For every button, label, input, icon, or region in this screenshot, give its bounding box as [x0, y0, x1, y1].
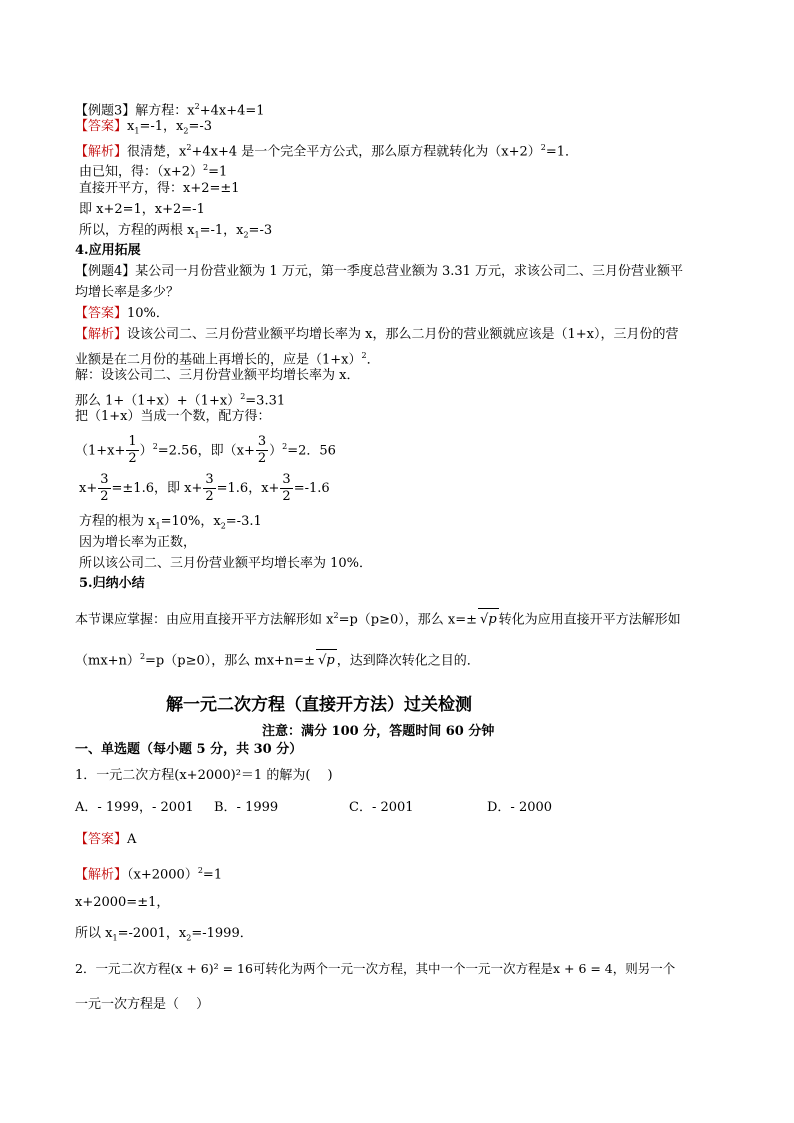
example3-step4: 所以，方程的两根 $x_1=-1$，$x_2=-3$ — [79, 223, 273, 240]
question1-option-a: A．- 1999，- 2001 — [75, 800, 194, 815]
question1-option-d: D．- 2000 — [487, 800, 553, 815]
example4-conclusion: 所以该公司二、三月份营业额平均增长率为 10%． — [79, 556, 373, 571]
test-note: 注意：满分 100 分，答题时间 60 分钟 — [262, 724, 495, 739]
example4-complete-square: （1+x+ $\frac{1}{2}$ ）$^2$=2.56，即（x+ $\frac{3}{2}$ ）$^2$=2．56 — [75, 434, 336, 467]
example4-question-line1: 【例题4】某公司一月份营业额为 1 万元，第一季度总营业额为 3.31 万元，求该公司二、三月份营业额平 — [75, 264, 684, 279]
test-question2-line1: 2．一元二次方程(x + 6)² = 16可转化为两个一元一次方程，其中一个一元一次方程是x + 6 = 4，则另一个 — [75, 961, 676, 976]
test-question1: 1．一元二次方程(x+2000)²＝1 的解为( ) — [75, 768, 333, 783]
question1-answer: 【答案】A — [75, 832, 137, 847]
question1-option-b: B．- 1999 — [214, 800, 279, 815]
question1-analysis: 【解析】$(x+2000)^2=1$ — [75, 866, 223, 883]
example4-solution: 解：设该公司二、三月份营业额平均增长率为 x． — [75, 368, 360, 383]
example4-analysis-line2: 业额是在二月份的基础上再增长的，应是$(1+x)^2$． — [75, 351, 380, 368]
fraction-three-halves: $\frac{3}{2}$ — [282, 472, 291, 504]
example3-step1: 由已知，得：$(x+2)^2=1$ — [79, 163, 228, 180]
summary-line2: $(mx+n)^2=p(p\ge 0)$，那么 mx+n=± √p ，达到降次转化之目的． — [75, 646, 480, 672]
example4-answer: 【答案】10%． — [75, 306, 169, 321]
test-title: 解一元二次方程（直接开方法）过关检测 — [166, 695, 472, 715]
example4-because: 因为增长率为正数， — [79, 535, 197, 550]
question1-option-c: C．- 2001 — [349, 800, 414, 815]
example4-analysis-line1: 【解析】设该公司二、三月份营业额平均增长率为 x，那么二月份的营业额就应该是（1+x），三月份的营 — [75, 327, 679, 342]
question1-result: 所以 $x_1=-2001$，$x_2=-1999$． — [75, 926, 253, 943]
example3-question: 【例题3】解方程：$x^2+4x+4=1$ — [75, 102, 265, 119]
fraction-three-halves: $\frac{3}{2}$ — [257, 434, 267, 467]
fraction-three-halves: $\frac{3}{2}$ — [100, 472, 109, 504]
question1-step: x+2000=±1， — [75, 895, 170, 910]
section5-heading: 5.归纳小结 — [79, 576, 145, 591]
example4-question-line2: 均增长率是多少？ — [75, 285, 180, 300]
example4-treat: 把（1+x）当成一个数，配方得： — [75, 409, 271, 424]
example3-step3: 即 x+2=1，x+2=-1 — [79, 202, 205, 217]
example3-step2: 直接开平方，得：x+2=±1 — [79, 181, 240, 196]
fraction-three-halves: $\frac{3}{2}$ — [205, 472, 214, 504]
example3-answer: 【答案】$x_1=-1$，$x_2=-3$ — [75, 119, 212, 136]
test-section-heading: 一、单选题（每小题 5 分，共 30 分） — [75, 742, 303, 757]
test-question2-line2: 一元一次方程是（ ） — [75, 997, 210, 1012]
example4-equation: 那么 $1+(1+x)+(1+x)^2=3.31$ — [75, 392, 286, 409]
example4-roots-eq: x+ $\frac{3}{2}$ =±1.6，即 x+ $\frac{3}{2}$ =1.6，x+ $\frac{3}{2}$ =-1.6 — [79, 472, 330, 504]
section4-heading: 4.应用拓展 — [75, 243, 141, 258]
example3-label: 【例题3】 — [75, 103, 136, 119]
fraction-one-half: $\frac{1}{2}$ — [128, 434, 137, 467]
example4-roots: 方程的根为 $x_1=10\%$，$x_2=-3.1$ — [79, 514, 262, 531]
sqrt-p: √p — [316, 649, 337, 672]
sqrt-p: √p — [478, 608, 499, 631]
example3-analysis: 【解析】很清楚，$x^2+4x+4$ 是一个完全平方公式，那么原方程就转化为$(x+2)^2=1$． — [75, 143, 579, 160]
summary-line1: 本节课应掌握：由应用直接开平方法解形如 $x^2=p(p\ge 0)$，那么 x=± √p 转化为应用直接开平方法解形如 — [75, 605, 681, 631]
